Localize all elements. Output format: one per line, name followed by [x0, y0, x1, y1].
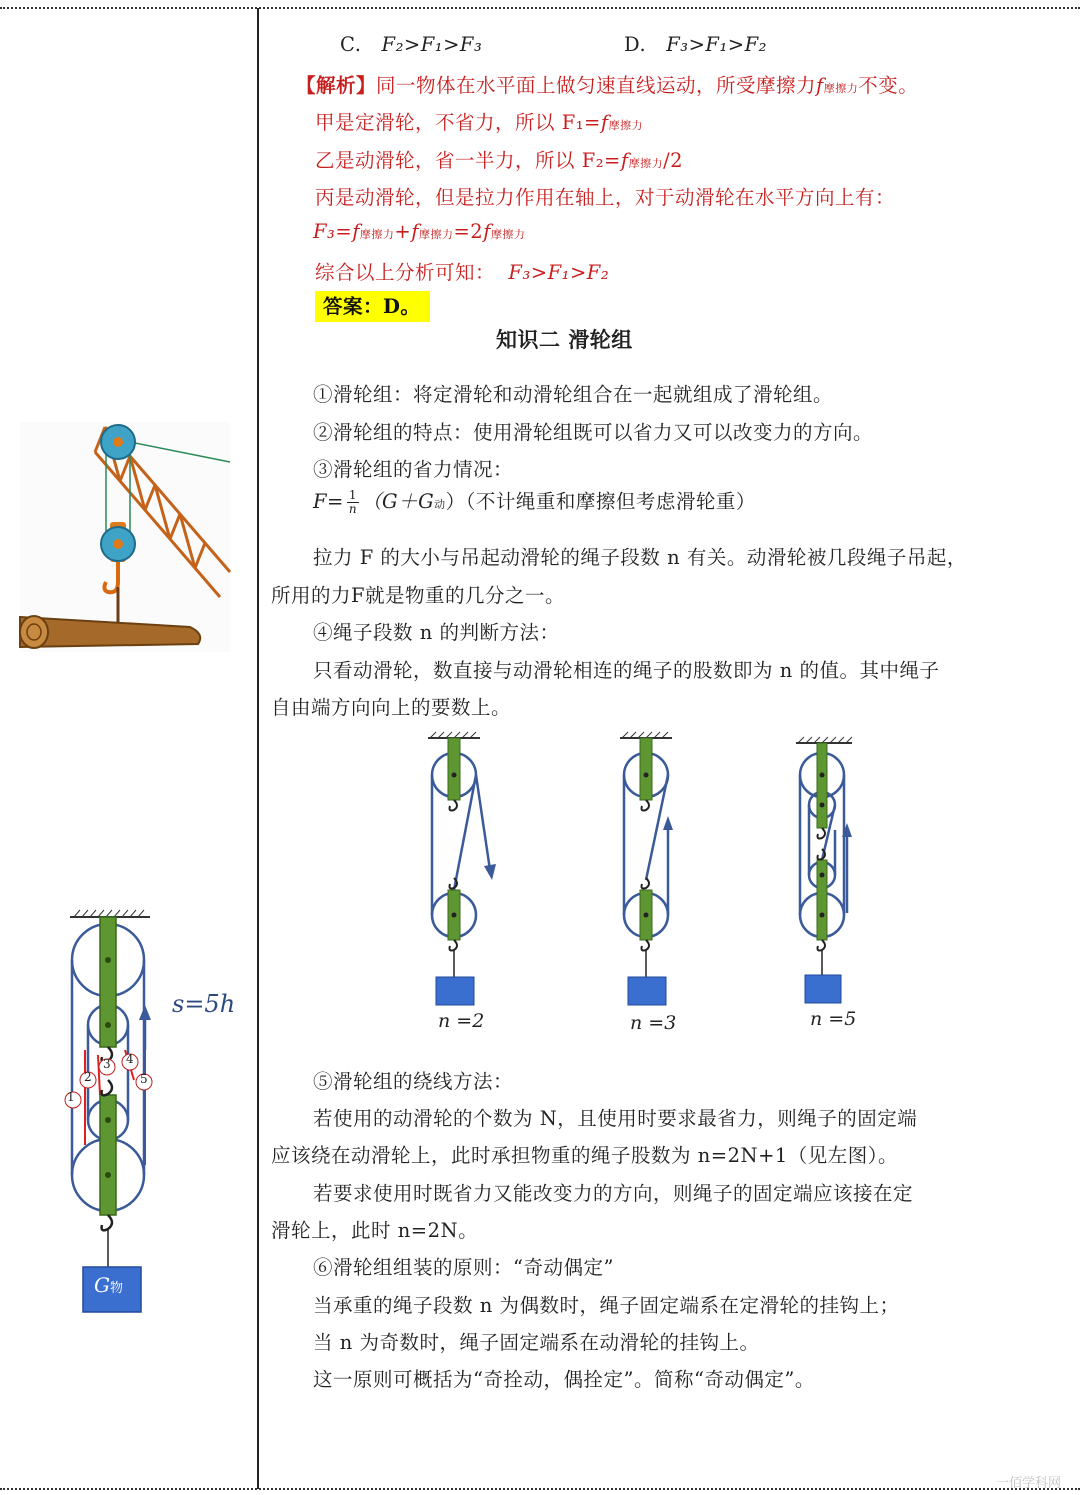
paragraph-5: ④绳子段数 n 的判断方法：: [313, 621, 560, 644]
fraction-denominator: n: [348, 502, 358, 516]
paragraph-13: 这一原则可概括为“奇拴动，偶拴定”。简称“奇动偶定”。: [313, 1368, 815, 1391]
analysis-text-6: 综合以上分析可知：: [315, 261, 496, 284]
rope-number-2: 2: [84, 1070, 92, 1084]
pulley-diagram-n5: [790, 735, 900, 1015]
paragraph-9a: 若要求使用时既省力又能改变力的方向，则绳子的固定端应该接在定: [313, 1182, 914, 1205]
equals-two: =2: [453, 220, 484, 243]
analysis-text-1: 同一物体在水平面上做匀速直线运动，所受摩擦力: [376, 74, 817, 97]
analysis-tag: 【解析】: [296, 74, 377, 97]
analysis-text-3-end: /2: [663, 149, 684, 172]
paragraph-10: ⑥滑轮组组装的原则：“奇动偶定”: [313, 1256, 614, 1279]
option-c-label: C.: [340, 33, 362, 56]
analysis-line-3: 乙是动滑轮，省一半力，所以 F₂=f摩擦力/2: [315, 149, 684, 172]
option-c: [340, 33, 482, 56]
analysis-line-1: [296, 70, 918, 98]
paragraph-9b: 滑轮上，此时 n=2N。: [271, 1219, 479, 1242]
n-label-5: n =5: [810, 1008, 857, 1030]
formula-body: （G＋G: [362, 490, 435, 513]
paragraph-8a: 若使用的动滑轮的个数为 N，且使用时要求最省力，则绳子的固定端: [313, 1107, 918, 1130]
option-d: [624, 33, 767, 56]
n-label-2: n =2: [438, 1010, 485, 1032]
formula-line: [313, 486, 756, 516]
paragraph-12: 当 n 为奇数时，绳子固定端系在动滑轮的挂钩上。: [313, 1331, 760, 1354]
formula-fraction: [347, 489, 359, 516]
paragraph-3: ③滑轮组的省力情况：: [313, 458, 514, 481]
paragraph-6a: 只看动滑轮，数直接与动滑轮相连的绳子的股数即为 n 的值。其中绳子: [313, 659, 940, 682]
answer-line: [315, 291, 430, 319]
bottom-border: [0, 1488, 1080, 1490]
paragraph-4a: 拉力 F 的大小与吊起动滑轮的绳子段数 n 有关。动滑轮被几段绳子吊起，: [313, 546, 967, 569]
answer-highlight: 答案：D。: [315, 291, 430, 322]
analysis-line-6: [315, 257, 609, 285]
paragraph-6b: 自由端方向向上的要数上。: [271, 696, 512, 719]
fraction-numerator: 1: [348, 488, 358, 502]
crane-illustration: [20, 422, 230, 652]
formula-note: ）（不计绳重和摩擦但考虑滑轮重）: [445, 490, 756, 513]
analysis-conclusion-expr: F₃>F₁>F₂: [508, 261, 610, 284]
analysis-line-4: 丙是动滑轮，但是拉力作用在轴上，对于动滑轮在水平方向上有：: [315, 186, 896, 209]
pulley-block-diagram-left: [50, 905, 250, 1325]
analysis-line-2: 甲是定滑轮，不省力，所以 F₁=f摩擦力: [315, 111, 644, 134]
option-c-expr: F₂>F₁>F₃: [381, 33, 483, 56]
analysis-text-2: 甲是定滑轮，不省力，所以 F₁=: [315, 111, 601, 134]
friction-subscript: 摩擦力: [823, 82, 859, 95]
n-label-3: n =3: [630, 1012, 677, 1034]
paragraph-8b: 应该绕在动滑轮上，此时承担物重的绳子股数为 n=2N+1（见左图）。: [271, 1144, 899, 1167]
pulley-diagram-n2: [420, 730, 530, 1010]
friction-symbol: f: [816, 74, 824, 97]
weight-label: [94, 1273, 123, 1297]
weight-subscript: 物: [109, 1281, 123, 1296]
option-d-label: D.: [624, 33, 647, 56]
analysis-text-1-end: 不变。: [858, 74, 919, 97]
watermark: 一佰学科网: [996, 1476, 1062, 1491]
formula-f: F=: [313, 490, 344, 513]
top-border: [0, 7, 1080, 9]
plus-sign: +: [394, 220, 412, 243]
rope-number-3: 3: [103, 1057, 111, 1071]
rope-number-1: 1: [67, 1090, 75, 1104]
rope-number-4: 4: [126, 1052, 134, 1066]
section-title: 知识二 滑轮组: [496, 328, 633, 352]
column-divider: [257, 8, 259, 1489]
paragraph-1: ①滑轮组：将定滑轮和动滑轮组合在一起就组成了滑轮组。: [313, 383, 834, 406]
analysis-line-5: F₃=f摩擦力+f摩擦力=2f摩擦力: [313, 220, 526, 243]
paragraph-7: ⑤滑轮组的绕线方法：: [313, 1070, 514, 1093]
paragraph-11: 当承重的绳子段数 n 为偶数时，绳子固定端系在定滑轮的挂钩上；: [313, 1294, 900, 1317]
paragraph-2: ②滑轮组的特点：使用滑轮组既可以省力又可以改变力的方向。: [313, 421, 874, 444]
distance-label: s=5h: [172, 990, 236, 1018]
weight-symbol: G: [94, 1273, 110, 1297]
pulley-diagram-n3: [612, 730, 722, 1010]
f3-expr: F₃=: [313, 220, 353, 243]
option-d-expr: F₃>F₁>F₂: [666, 33, 767, 56]
rope-number-5: 5: [140, 1072, 148, 1086]
formula-subscript: 动: [434, 498, 446, 511]
analysis-text-3: 乙是动滑轮，省一半力，所以 F₂=: [315, 149, 621, 172]
paragraph-4b: 所用的力F就是物重的几分之一。: [271, 584, 566, 607]
